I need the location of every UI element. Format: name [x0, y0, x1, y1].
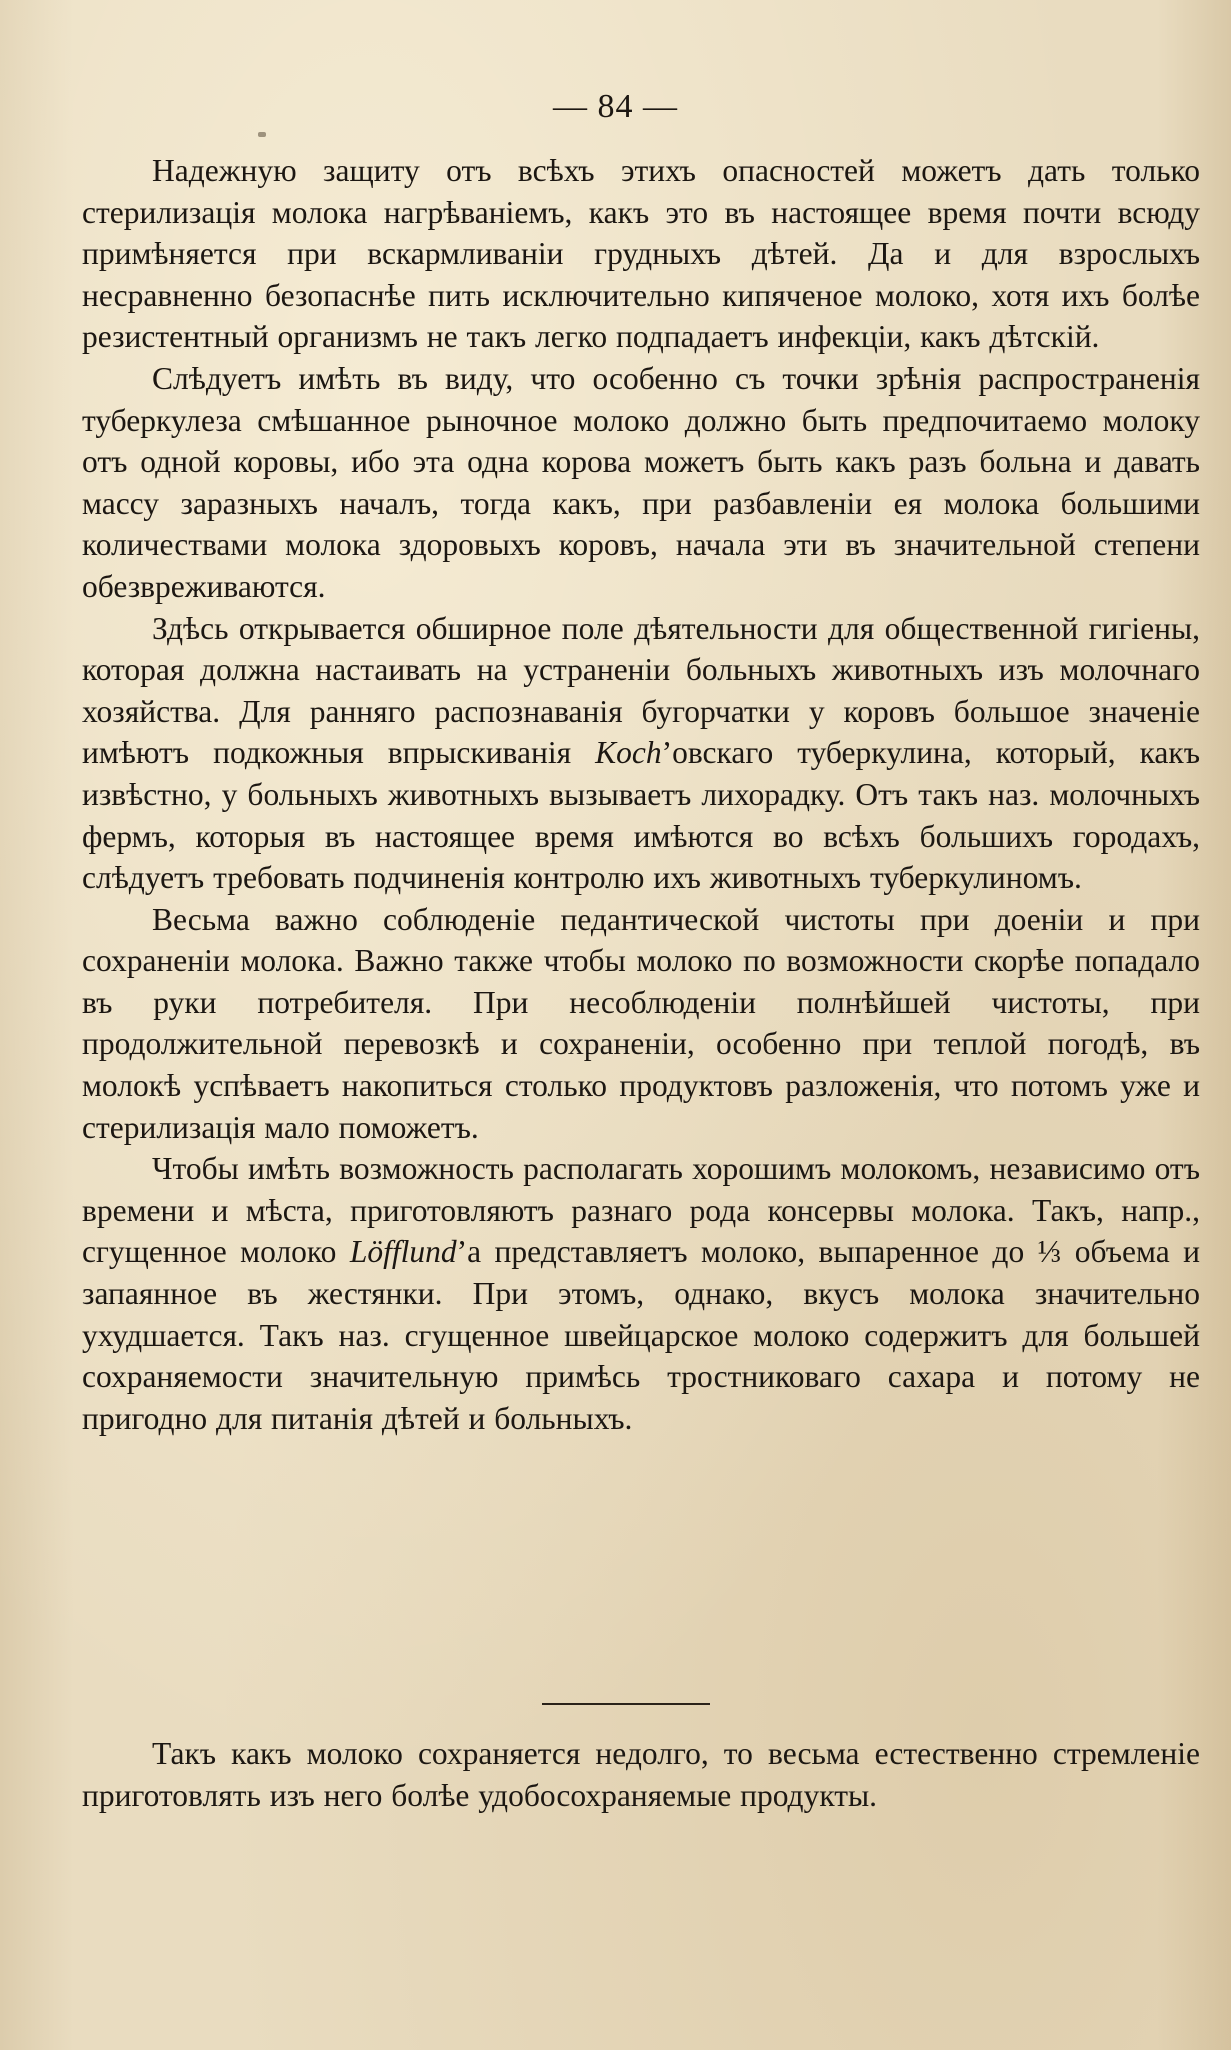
- emphasized-name-koch: Koch: [595, 735, 662, 771]
- paragraph-text-part: ’овскаго туберкулина, который, какъ извѣстно, у больныхъ животныхъ вызываетъ лихорадку. Отъ такъ наз. молочныхъ фермъ, которыя въ настоящее время имѣются во всѣхъ большихъ городахъ, слѣдуетъ требовать подчиненія контролю ихъ животныхъ туберкулиномъ.: [82, 735, 1200, 896]
- paragraph-public-hygiene: [82, 608, 1200, 899]
- paragraph-preserves: [82, 1148, 1200, 1439]
- main-text: [82, 150, 1200, 1439]
- page-number: — 84 —: [553, 88, 678, 125]
- ink-speck: [258, 132, 266, 137]
- paragraph-mixed-milk: Слѣдуетъ имѣть въ виду, что особенно съ точки зрѣнія распространенія туберкулеза смѣшанное рыночное молоко должно быть предпочитаемо молоку отъ одной коровы, ибо эта одна корова можетъ быть какъ разъ больна и давать массу заразныхъ началъ, тогда какъ, при разбавленіи ея молока большими количествами молока здоровыхъ коровъ, начала эти въ значительной степени обезвреживаются.: [82, 360, 1200, 604]
- closing-text: [82, 1733, 1200, 1816]
- paragraph-text-part: Чтобы имѣть возможность располагать хорошимъ молокомъ, независимо отъ времени и мѣста, приготовляютъ разнаго рода консервы молока. Такъ, напр., сгущенное молоко: [82, 1151, 1200, 1270]
- emphasized-name-lofflund: Löfflund: [349, 1234, 457, 1270]
- paragraph-text-part: ’а представляетъ молоко, выпаренное до ⅓ объема и запаянное въ жестянки. При этомъ, однако, вкусъ молока значительно ухудшается. Такъ наз. сгущенное швейцарское молоко содержитъ для большей сохраняемости значительную примѣсь тростниковаго сахара и потому не пригодно для питанія дѣтей и больныхъ.: [82, 1234, 1200, 1436]
- paragraph-sterilization: Надежную защиту отъ всѣхъ этихъ опасностей можетъ дать только стерилизація молока нагрѣваніемъ, какъ это въ настоящее время почти всюду примѣняется при вскармливаніи грудныхъ дѣтей. Да и для взрослыхъ несравненно безопаснѣе пить исключительно кипяченое молоко, хотя ихъ болѣе резистентный организмъ не такъ легко подпадаетъ инфекціи, какъ дѣтскій.: [82, 153, 1200, 355]
- section-divider: [542, 1703, 710, 1705]
- paragraph-text-part: Здѣсь открывается обширное поле дѣятельности для общественной гигіены, которая должна настаивать на устраненіи больныхъ животныхъ изъ молочнаго хозяйства. Для ранняго распознаванія бугорчатки у коровъ большое значеніе имѣютъ подкожныя впрыскиванія: [82, 610, 1200, 771]
- paragraph-closing: Такъ какъ молоко сохраняется недолго, то весьма естественно стремленіе приготовлять изъ него болѣе удобосохраняемые продукты.: [82, 1736, 1200, 1813]
- paragraph-cleanliness: Весьма важно соблюденіе педантической чистоты при доеніи и при сохраненіи молока. Важно также чтобы молоко по возможности скорѣе попадало въ руки потребителя. При несоблюденіи полнѣйшей чистоты, при продолжительной перевозкѣ и сохраненіи, особенно при теплой погодѣ, въ молокѣ успѣваетъ накопиться столько продуктовъ разложенія, что потомъ уже и стерилизація мало поможетъ.: [82, 901, 1200, 1145]
